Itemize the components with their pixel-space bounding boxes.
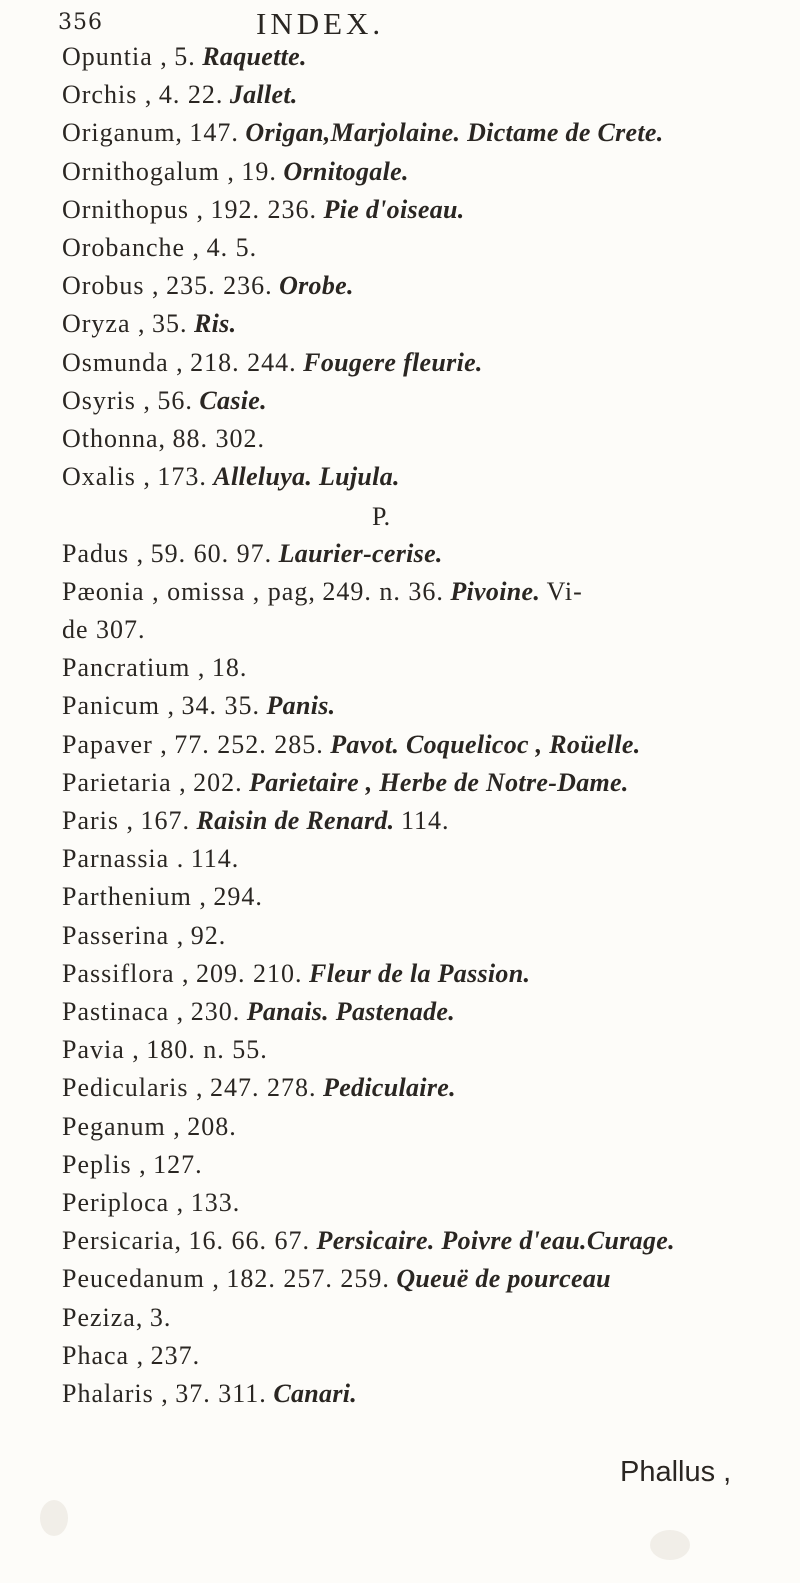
latin-name: Peganum , bbox=[62, 1112, 181, 1141]
french-name: Pediculaire. bbox=[323, 1073, 456, 1102]
paper-stain bbox=[650, 1530, 690, 1560]
page-references: 182. 257. 259. bbox=[226, 1264, 390, 1293]
french-name: Origan,Marjolaine. Dictame de Crete. bbox=[245, 118, 664, 147]
index-entry bbox=[62, 691, 335, 721]
latin-name: Persicaria, bbox=[62, 1226, 183, 1255]
page-references: 19. bbox=[241, 157, 277, 186]
index-entry bbox=[62, 42, 307, 72]
index-entry bbox=[62, 195, 465, 225]
french-name: Panais. Pastenade. bbox=[246, 997, 456, 1026]
page-references: 59. 60. 97. bbox=[150, 539, 273, 568]
page-references: 127. bbox=[153, 1150, 203, 1179]
latin-name: Parthenium , bbox=[62, 882, 207, 911]
french-name: Pie d'oiseau. bbox=[323, 195, 465, 224]
index-entry bbox=[62, 386, 267, 416]
page-references: 92. bbox=[190, 921, 227, 950]
latin-name: Oxalis , bbox=[62, 462, 151, 491]
latin-name: Osyris , bbox=[62, 386, 151, 415]
page-references: 147. bbox=[189, 118, 239, 147]
french-name: Jallet. bbox=[229, 80, 298, 109]
french-name: Raisin de Renard. bbox=[196, 806, 395, 835]
page-references: 3. bbox=[149, 1303, 172, 1332]
page-references: 235. 236. bbox=[166, 271, 273, 300]
french-name: Panis. bbox=[266, 691, 336, 720]
catchword: Phallus , bbox=[620, 1456, 732, 1488]
index-entry bbox=[62, 844, 239, 874]
page-references: 218. 244. bbox=[190, 348, 297, 377]
page-references: 114. bbox=[190, 844, 240, 873]
page-references: 202. bbox=[193, 768, 243, 797]
page-references: 16. 66. 67. bbox=[188, 1226, 311, 1255]
page-references: 180. n. 55. bbox=[146, 1035, 268, 1064]
index-entry bbox=[62, 348, 483, 378]
latin-name: Padus , bbox=[62, 539, 145, 568]
entry-continuation: de 307. bbox=[62, 615, 146, 644]
index-entry bbox=[62, 730, 641, 760]
latin-name: Ornithopus , bbox=[62, 195, 204, 224]
page-references: 34. 35. bbox=[181, 691, 260, 720]
index-entry bbox=[62, 1112, 237, 1142]
page-references: 294. bbox=[213, 882, 263, 911]
page-references: 167. bbox=[140, 806, 190, 835]
page-references: 208. bbox=[187, 1112, 237, 1141]
page-references: 173. bbox=[157, 462, 207, 491]
entry-tail: 114. bbox=[400, 806, 450, 835]
french-name: Fleur de la Passion. bbox=[309, 959, 531, 988]
latin-name: Peucedanum , bbox=[62, 1264, 220, 1293]
french-name: Fougere fleurie. bbox=[303, 348, 483, 377]
page-references: 5. bbox=[174, 42, 196, 71]
latin-name: Phalaris , bbox=[62, 1379, 169, 1408]
index-entry bbox=[62, 157, 409, 187]
index-entry bbox=[62, 1379, 357, 1409]
index-entry bbox=[62, 1341, 200, 1371]
page-references: 77. 252. 285. bbox=[174, 730, 324, 759]
index-entry bbox=[62, 80, 298, 110]
french-name: Canari. bbox=[273, 1379, 358, 1408]
entry-tail: Vi- bbox=[546, 577, 583, 606]
latin-name: Paris , bbox=[62, 806, 134, 835]
french-name: Raquette. bbox=[202, 42, 307, 71]
index-entry bbox=[62, 1188, 240, 1218]
latin-name: Orobus , bbox=[62, 271, 160, 300]
index-entry bbox=[62, 959, 530, 989]
latin-name: Parietaria , bbox=[62, 768, 187, 797]
index-entry bbox=[62, 997, 455, 1027]
latin-name: Passiflora , bbox=[62, 959, 190, 988]
latin-name: Pavia , bbox=[62, 1035, 140, 1064]
latin-name: Orchis , bbox=[62, 80, 153, 109]
latin-name: Papaver , bbox=[62, 730, 168, 759]
french-name: Casie. bbox=[199, 386, 267, 415]
page-references: 209. 210. bbox=[196, 959, 303, 988]
latin-name: Origanum, bbox=[62, 118, 183, 147]
index-entry bbox=[62, 768, 629, 798]
index-entry bbox=[62, 424, 265, 454]
index-entry bbox=[62, 806, 450, 836]
index-entry bbox=[62, 271, 354, 301]
page-references: 4. 5. bbox=[206, 233, 258, 262]
latin-name: Peziza, bbox=[62, 1303, 144, 1332]
latin-name: Pedicularis , bbox=[62, 1073, 204, 1102]
page-header bbox=[58, 6, 758, 42]
french-name: Ris. bbox=[194, 309, 237, 338]
french-name: Persicaire. Poivre d'eau.Curage. bbox=[316, 1226, 675, 1255]
index-entry bbox=[62, 118, 664, 148]
page-references: 237. bbox=[150, 1341, 201, 1370]
index-entry bbox=[62, 1073, 456, 1103]
index-entry bbox=[62, 1264, 611, 1294]
paper-stain bbox=[40, 1500, 68, 1536]
index-entry bbox=[62, 1303, 171, 1333]
french-name: Pavot. Coquelicoc , Roüelle. bbox=[330, 730, 641, 759]
page-references: 88. 302. bbox=[172, 424, 266, 453]
page-references: 4. 22. bbox=[158, 80, 224, 109]
index-entry bbox=[62, 539, 443, 569]
page-references: 247. 278. bbox=[210, 1073, 317, 1102]
page-references: 35. bbox=[152, 309, 188, 338]
page-references: 18. bbox=[211, 653, 248, 682]
page-number: 356 bbox=[58, 10, 103, 35]
latin-name: Pancratium , bbox=[62, 653, 206, 682]
latin-name: Peplis , bbox=[62, 1150, 147, 1179]
index-entry bbox=[62, 462, 400, 492]
page-references: 192. 236. bbox=[210, 195, 317, 224]
index-entry bbox=[62, 309, 236, 339]
latin-name: Pæonia , omissa , pag, bbox=[62, 577, 316, 606]
latin-name: Opuntia , bbox=[62, 42, 168, 71]
latin-name: Pastinaca , bbox=[62, 997, 185, 1026]
index-entry bbox=[62, 921, 226, 951]
index-entry bbox=[62, 1226, 675, 1256]
french-name: Alleluya. Lujula. bbox=[213, 462, 400, 491]
page-references: 249. n. 36. bbox=[322, 577, 444, 606]
french-name: Laurier-cerise. bbox=[278, 539, 443, 568]
page-references: 133. bbox=[190, 1188, 241, 1217]
index-entry bbox=[62, 577, 583, 607]
latin-name: Phaca , bbox=[62, 1341, 145, 1370]
french-name: Pivoine. bbox=[450, 577, 541, 606]
page-references: 230. bbox=[190, 997, 241, 1026]
latin-name: Othonna, bbox=[62, 424, 167, 453]
running-title: INDEX. bbox=[256, 6, 385, 41]
index-entry bbox=[62, 233, 257, 263]
latin-name: Osmunda , bbox=[62, 348, 184, 377]
index-entry bbox=[62, 1150, 203, 1180]
section-letter: P. bbox=[372, 502, 391, 531]
french-name: Parietaire , Herbe de Notre-Dame. bbox=[249, 768, 629, 797]
page-references: 56. bbox=[157, 386, 193, 415]
index-entry bbox=[62, 1035, 268, 1065]
latin-name: Periploca , bbox=[62, 1188, 185, 1217]
page-references: 37. 311. bbox=[175, 1379, 267, 1408]
index-entry bbox=[62, 615, 146, 645]
french-name: Orobe. bbox=[279, 271, 354, 300]
latin-name: Parnassia . bbox=[62, 844, 185, 873]
latin-name: Orobanche , bbox=[62, 233, 201, 262]
latin-name: Panicum , bbox=[62, 691, 175, 720]
index-entry bbox=[62, 653, 247, 683]
french-name: Queuë de pourceau bbox=[396, 1264, 611, 1293]
index-entry bbox=[62, 882, 263, 912]
latin-name: Passerina , bbox=[62, 921, 185, 950]
latin-name: Oryza , bbox=[62, 309, 146, 338]
french-name: Ornitogale. bbox=[283, 157, 409, 186]
latin-name: Ornithogalum , bbox=[62, 157, 235, 186]
